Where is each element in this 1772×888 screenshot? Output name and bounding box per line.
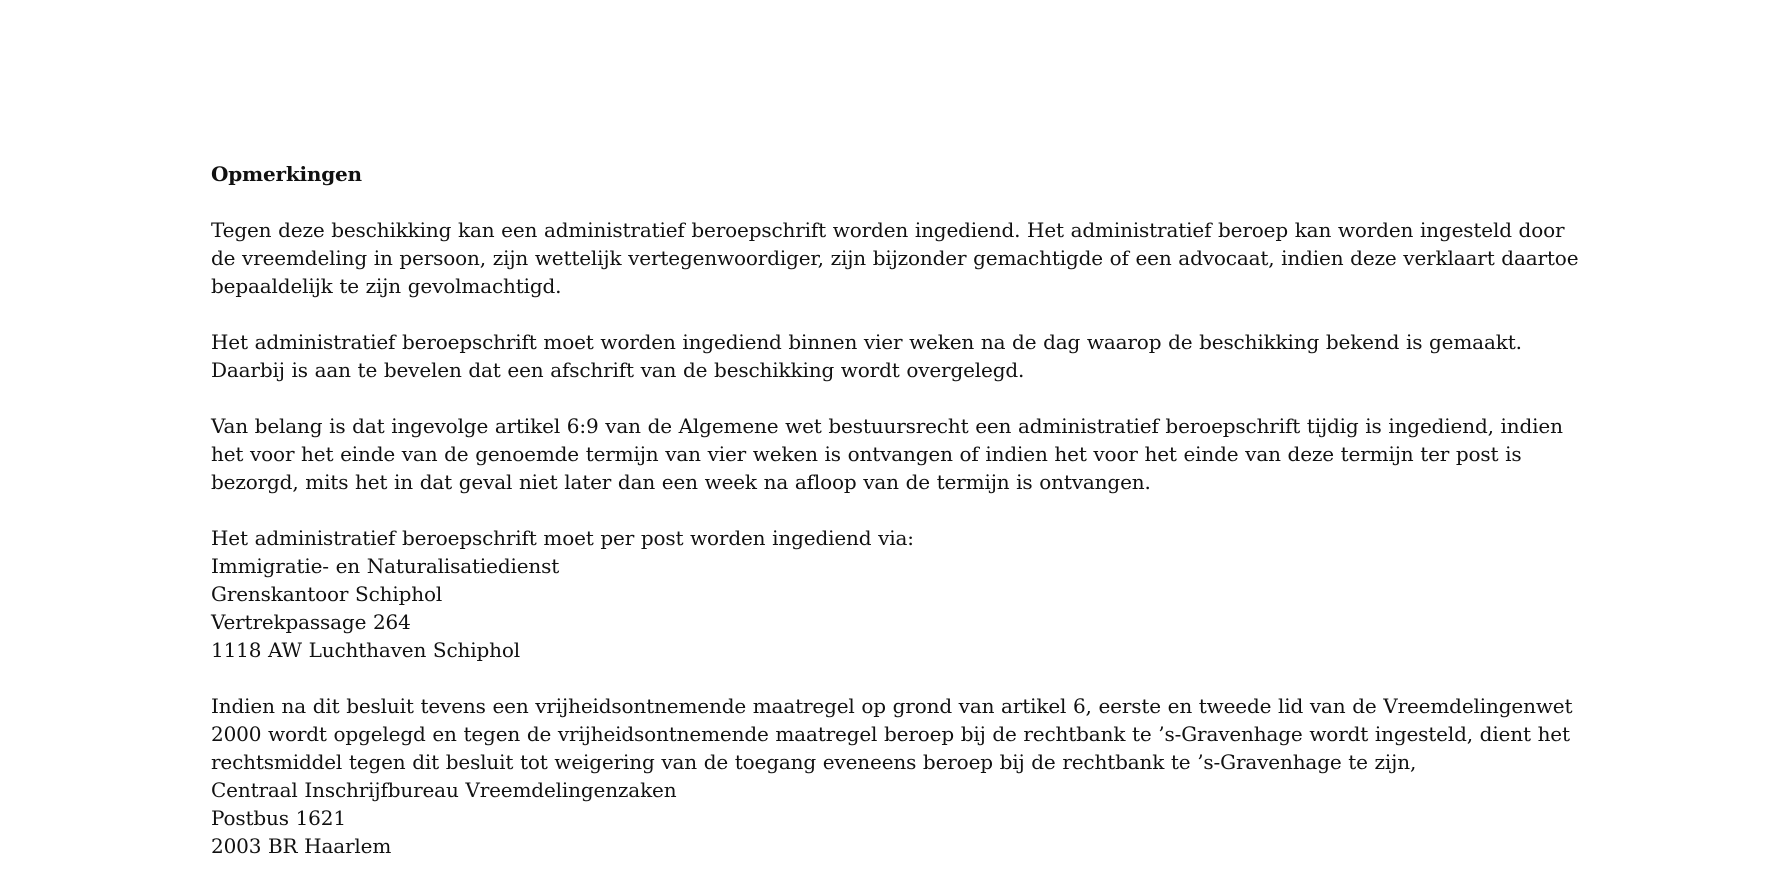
address-line: Grenskantoor Schiphol: [211, 582, 443, 606]
paragraph-deadline: [211, 328, 1571, 384]
paragraph-appeal-right: [211, 216, 1579, 300]
address-line: Vertrekpassage 264: [211, 610, 411, 634]
document-page: [211, 160, 1579, 888]
address-line: Immigratie- en Naturalisatiedienst: [211, 554, 560, 578]
text-line: Indien na dit besluit tevens een vrijheidsontnemende maatregel op grond van artikel 6, eerste en tweede lid van de Vreemdelingenwet: [211, 694, 1573, 718]
text-line: bepaaldelijk te zijn gevolmachtigd.: [211, 274, 562, 298]
paragraph-timeliness: [211, 412, 1571, 496]
text-line: het voor het einde van de genoemde termijn van vier weken is ontvangen of indien het voor het einde van deze termijn ter post is: [211, 442, 1522, 466]
text-line: de vreemdeling in persoon, zijn wettelijk vertegenwoordiger, zijn bijzonder gemachtigde of een advocaat, indien deze verklaart daartoe: [211, 246, 1579, 270]
text-line: Daarbij is aan te bevelen dat een afschrift van de beschikking wordt overgelegd.: [211, 358, 1025, 382]
text-line: Tegen deze beschikking kan een administratief beroepschrift worden ingediend. Het administratief beroep kan worden ingesteld door: [211, 218, 1565, 242]
text-line: Van belang is dat ingevolge artikel 6:9 van de Algemene wet bestuursrecht een administratief beroepschrift tijdig is ingediend, indien: [211, 414, 1563, 438]
paragraph-detention-measure: [211, 692, 1571, 860]
text-line: rechtsmiddel tegen dit besluit tot weigering van de toegang eveneens beroep bij de rechtbank te ’s-Gravenhage te zijn,: [211, 750, 1417, 774]
text-line: Het administratief beroepschrift moet per post worden ingediend via:: [211, 526, 914, 550]
paragraph-postal-address: [211, 524, 1571, 664]
text-line: bezorgd, mits het in dat geval niet later dan een week na afloop van de termijn is ontvangen.: [211, 470, 1151, 494]
address-line: Centraal Inschrijfbureau Vreemdelingenzaken: [211, 778, 677, 802]
section-heading: Opmerkingen: [211, 162, 362, 186]
text-line: Het administratief beroepschrift moet worden ingediend binnen vier weken na de dag waarop de beschikking bekend is gemaakt.: [211, 330, 1522, 354]
address-line: Postbus 1621: [211, 806, 346, 830]
address-line: 1118 AW Luchthaven Schiphol: [211, 638, 521, 662]
address-line: 2003 BR Haarlem: [211, 834, 392, 858]
text-line: 2000 wordt opgelegd en tegen de vrijheidsontnemende maatregel beroep bij de rechtbank te ’s-Gravenhage wordt ingesteld, dient het: [211, 722, 1570, 746]
